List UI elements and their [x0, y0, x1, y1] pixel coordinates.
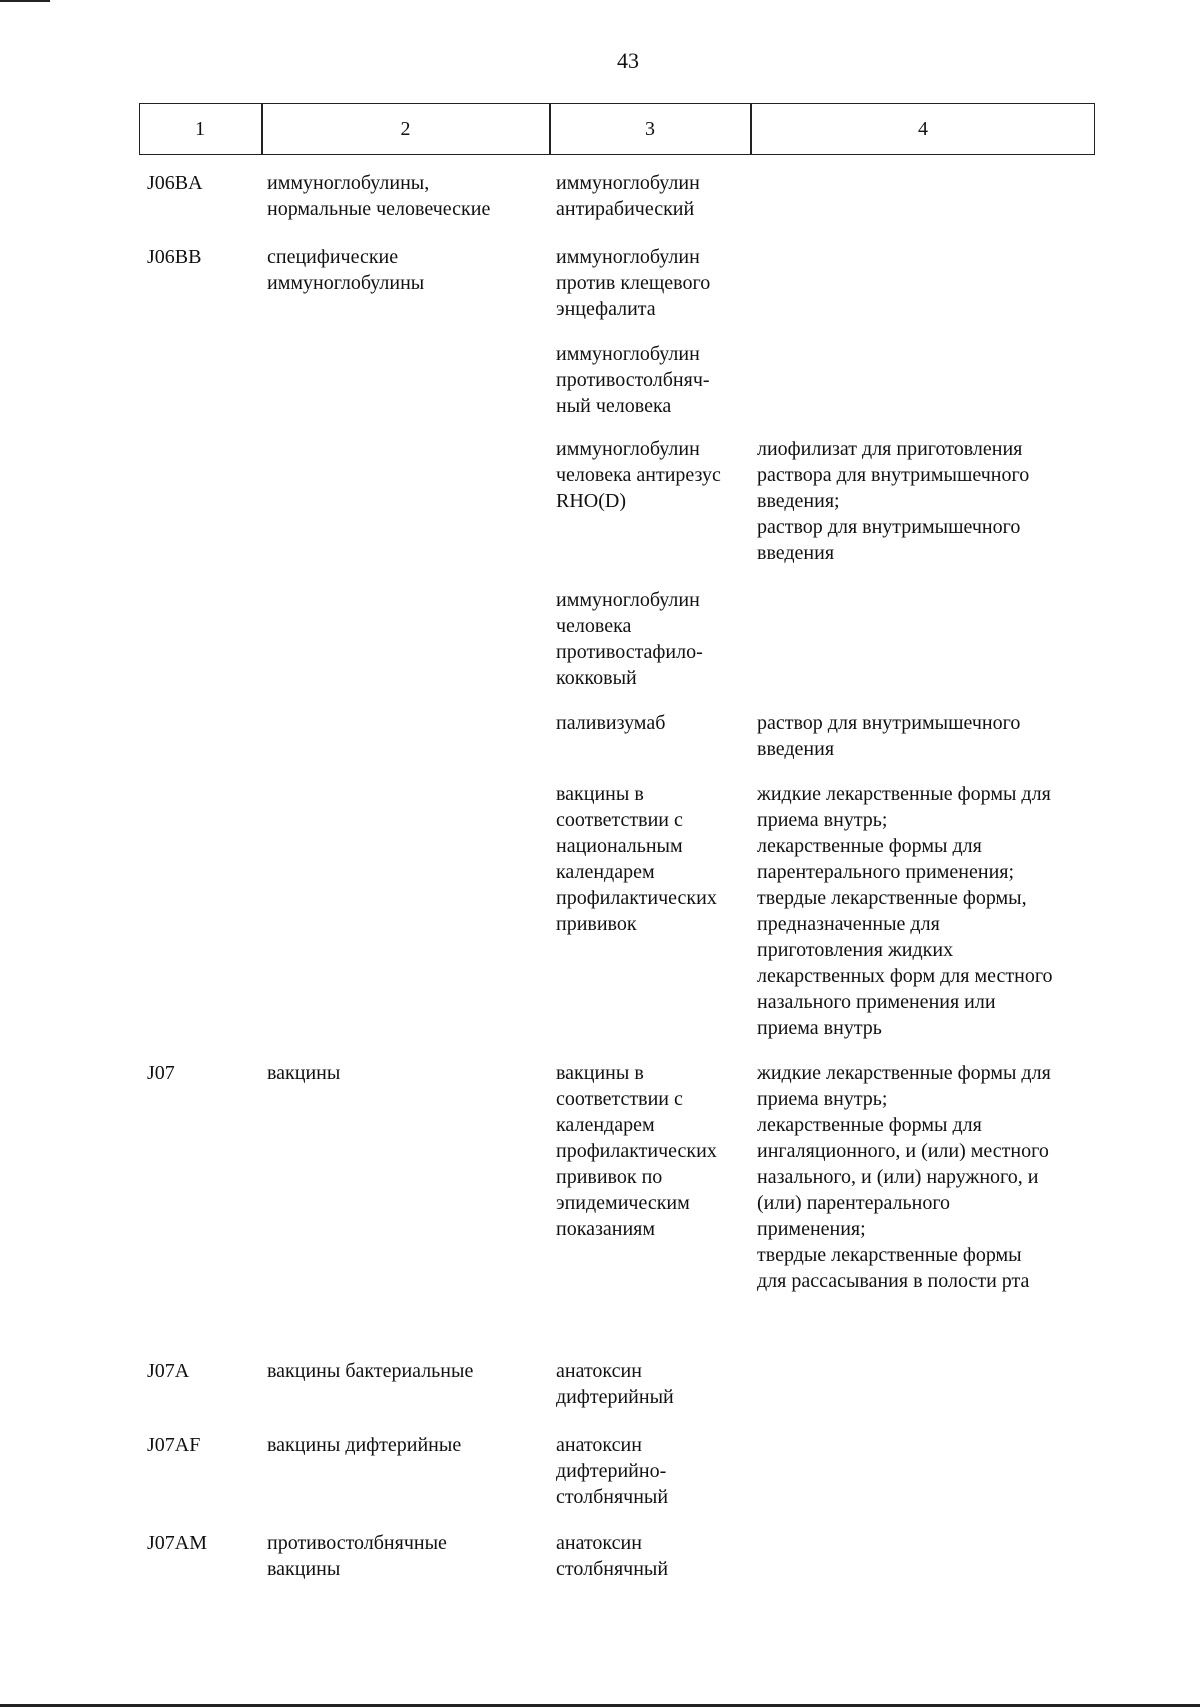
scan-edge-bottom: [0, 1704, 1200, 1707]
group-name: специфические иммуноглобулины: [267, 246, 425, 294]
drug-name: иммуноглобулин антирабический: [556, 172, 700, 220]
scan-edge-top: [0, 0, 50, 2]
drug-name: анатоксин дифтерийно- столбнячный: [556, 1434, 669, 1508]
dosage-form: раствор для внутримышечного введения: [757, 712, 1021, 760]
group-name: вакцины дифтерийные: [267, 1434, 462, 1456]
group-name: вакцины бактериальные: [267, 1360, 474, 1382]
group-name: иммуноглобулины, нормальные человеческие: [267, 172, 491, 220]
atc-code: J07AM: [147, 1532, 208, 1554]
group-name: вакцины: [267, 1062, 341, 1084]
drug-name: паливизумаб: [556, 712, 666, 734]
atc-code: J07: [147, 1062, 175, 1084]
group-name: противостолбнячные вакцины: [267, 1532, 447, 1580]
page-number: 43: [617, 48, 639, 73]
drug-name: иммуноглобулин против клещевого энцефалита: [556, 246, 711, 320]
atc-code: J06BA: [147, 172, 203, 194]
drug-name: иммуноглобулин человека противостафило- кокковый: [556, 589, 703, 689]
drug-name: вакцины в соответствии с календарем профилактических прививок по эпидемическим показаниям: [556, 1062, 717, 1240]
drug-name: вакцины в соответствии с национальным календарем профилактических прививок: [556, 783, 717, 935]
atc-code: J07AF: [147, 1434, 201, 1456]
drug-name: иммуноглобулин человека антирезус RHO(D): [556, 438, 721, 512]
header-col-2: 2: [400, 118, 411, 140]
drug-name: иммуноглобулин противостолбняч- ный человека: [556, 343, 710, 417]
atc-code: J07A: [147, 1360, 190, 1382]
header-col-4: 4: [918, 118, 928, 140]
header-col-1: 1: [195, 118, 205, 140]
header-col-3: 3: [645, 118, 655, 140]
dosage-form: жидкие лекарственные формы для приема внутрь; лекарственные формы для парентерального применения; твердые лекарственные формы, предназначенные для приготовления жидких лекарственных форм для местного назального применения или приема внутрь: [757, 783, 1053, 1039]
drug-name: анатоксин дифтерийный: [556, 1360, 674, 1408]
drug-name: анатоксин столбнячный: [556, 1532, 669, 1580]
dosage-form: жидкие лекарственные формы для приема внутрь; лекарственные формы для ингаляционного, и (или) местного назального, и (или) наружного, и (или) парентерального применения; твердые лекарственные формы для рассасывания в полости рта: [757, 1062, 1051, 1292]
atc-code: J06BB: [147, 246, 202, 268]
dosage-form: лиофилизат для приготовления раствора для внутримышечного введения; раствор для внутримышечного введения: [757, 438, 1030, 564]
